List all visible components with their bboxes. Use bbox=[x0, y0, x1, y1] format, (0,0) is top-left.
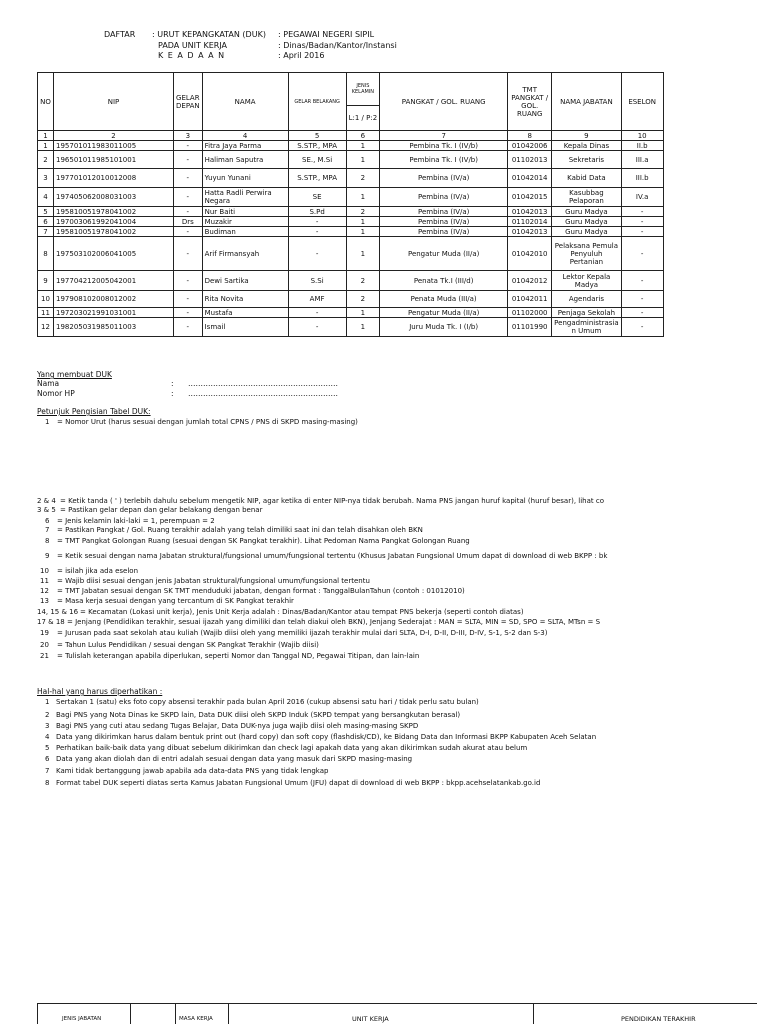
petunjuk-text: = TMT Jabatan sesuai dengan SK TMT menduduki jabatan, dengan format : TanggalBulanTahun (contoh : 01012010) bbox=[57, 587, 465, 595]
table-cell-eselon: II.b bbox=[621, 141, 663, 151]
petunjuk-number: 9 bbox=[45, 552, 50, 560]
table-cell-no: 2 bbox=[38, 151, 54, 169]
petunjuk-number: 1 bbox=[45, 418, 50, 426]
table-cell-tmt: 01102000 bbox=[508, 308, 552, 318]
table-cell-jk: 2 bbox=[346, 169, 380, 188]
table-cell-gelar-depan: - bbox=[174, 237, 203, 271]
table-cell-nip: 197701012010012008 bbox=[54, 169, 174, 188]
petunjuk-number: 13 bbox=[40, 597, 49, 605]
table-cell-tmt: 01101990 bbox=[508, 318, 552, 337]
petunjuk-number: 6 bbox=[45, 517, 50, 525]
table-cell-gelar-belakang: - bbox=[288, 227, 346, 237]
signer-hp-label: Nomor HP bbox=[37, 389, 75, 398]
bottom-divider bbox=[130, 1003, 131, 1024]
col-header-jk-code: L:1 / P:2 bbox=[346, 106, 380, 131]
bottom-divider bbox=[228, 1003, 229, 1024]
hal-title: Hal-hal yang harus diperhatikan : bbox=[37, 687, 163, 696]
petunjuk-text: = Jenis kelamin laki-laki = 1, perempuan = 2 bbox=[57, 517, 215, 525]
petunjuk-text: = Tulislah keterangan apabila diperlukan, seperti Nomor dan Tanggal ND, Pegawai Titipan, dan lain-lain bbox=[57, 652, 420, 660]
petunjuk-text: = isilah jika ada eselon bbox=[57, 567, 139, 575]
signer-nama-label: Nama bbox=[37, 379, 60, 388]
table-row bbox=[38, 141, 664, 151]
table-cell-nip: 195810051978041002 bbox=[54, 207, 174, 217]
col-header-tmt: TMT PANGKAT / GOL. RUANG bbox=[508, 73, 552, 131]
table-cell-nama: Mustafa bbox=[202, 308, 288, 318]
table-cell-tmt: 01102013 bbox=[508, 151, 552, 169]
bottom-col-pendidikan: PENDIDIKAN TERAKHIR bbox=[621, 1015, 696, 1023]
table-cell-jk: 1 bbox=[346, 188, 380, 207]
column-index-cell: 5 bbox=[288, 131, 346, 141]
table-cell-eselon: - bbox=[621, 318, 663, 337]
table-cell-nip: 196501011985101001 bbox=[54, 151, 174, 169]
table-cell-nama: Dewi Sartika bbox=[202, 271, 288, 291]
table-cell-nama: Fitra Jaya Parma bbox=[202, 141, 288, 151]
petunjuk-text: = Nomor Urut (harus sesuai dengan jumlah total CPNS / PNS di SKPD masing-masing) bbox=[57, 418, 358, 426]
table-cell-tmt: 01042015 bbox=[508, 188, 552, 207]
table-cell-nama: Muzakir bbox=[202, 217, 288, 227]
table-cell-nama: Rita Novita bbox=[202, 291, 288, 308]
table-cell-jk: 1 bbox=[346, 141, 380, 151]
col-header-nama: NAMA bbox=[202, 73, 288, 131]
table-row bbox=[38, 308, 664, 318]
table-cell-jabatan: Guru Madya bbox=[552, 207, 621, 217]
table-cell-gelar-depan: - bbox=[174, 271, 203, 291]
table-cell-nama: Nur Baiti bbox=[202, 207, 288, 217]
column-index-cell: 8 bbox=[508, 131, 552, 141]
column-index-cell: 1 bbox=[38, 131, 54, 141]
table-cell-pangkat: Pembina (IV/a) bbox=[380, 207, 508, 217]
hal-text: Format tabel DUK seperti diatas serta Kamus Jabatan Fungsional Umum (JFU) dapat di download di web BKPP : bkpp.acehselatankab.go.id bbox=[56, 779, 541, 787]
table-cell-eselon: III.a bbox=[621, 151, 663, 169]
bottom-col-unit-kerja: UNIT KERJA bbox=[352, 1015, 389, 1023]
petunjuk-number: 20 bbox=[40, 641, 49, 649]
col-header-no: NO bbox=[38, 73, 54, 131]
table-cell-eselon: - bbox=[621, 291, 663, 308]
table-cell-nip: 197405062008031003 bbox=[54, 188, 174, 207]
table-cell-gelar-belakang: - bbox=[288, 217, 346, 227]
hal-number: 4 bbox=[45, 733, 50, 741]
column-index-cell: 6 bbox=[346, 131, 380, 141]
table-cell-jk: 1 bbox=[346, 318, 380, 337]
table-cell-eselon: IV.a bbox=[621, 188, 663, 207]
table-cell-gelar-depan: - bbox=[174, 188, 203, 207]
table-cell-jk: 2 bbox=[346, 271, 380, 291]
petunjuk-text: = Kecamatan (Lokasi unit kerja), Jenis Unit Kerja adalah : Dinas/Badan/Kantor atau tempat PNS bekerja (seperti contoh diatas) bbox=[80, 608, 524, 616]
hal-text: Kami tidak bertanggung jawab apabila ada data-data PNS yang tidak lengkap bbox=[56, 767, 329, 775]
header-line3-right: : April 2016 bbox=[278, 51, 325, 60]
table-row bbox=[38, 169, 664, 188]
table-cell-gelar-depan: - bbox=[174, 151, 203, 169]
column-index-row bbox=[38, 131, 664, 141]
petunjuk-number: 2 & 4 bbox=[37, 497, 56, 505]
table-row bbox=[38, 318, 664, 337]
hal-number: 6 bbox=[45, 755, 50, 763]
table-cell-pangkat: Pembina (IV/a) bbox=[380, 188, 508, 207]
petunjuk-number: 12 bbox=[40, 587, 49, 595]
table-cell-gelar-belakang: AMF bbox=[288, 291, 346, 308]
table-cell-jabatan: Kepala Dinas bbox=[552, 141, 621, 151]
table-cell-pangkat: Penata Tk.I (III/d) bbox=[380, 271, 508, 291]
petunjuk-number: 21 bbox=[40, 652, 49, 660]
table-row bbox=[38, 207, 664, 217]
table-row bbox=[38, 227, 664, 237]
table-row bbox=[38, 151, 664, 169]
table-cell-jk: 1 bbox=[346, 237, 380, 271]
table-cell-pangkat: Pembina (IV/a) bbox=[380, 217, 508, 227]
table-cell-gelar-belakang: - bbox=[288, 308, 346, 318]
table-cell-gelar-belakang: S.Pd bbox=[288, 207, 346, 217]
table-cell-gelar-belakang: SE., M.Si bbox=[288, 151, 346, 169]
table-cell-eselon: - bbox=[621, 207, 663, 217]
table-cell-gelar-depan: Drs bbox=[174, 217, 203, 227]
column-index-cell: 2 bbox=[54, 131, 174, 141]
col-header-jabatan: NAMA JABATAN bbox=[552, 73, 621, 131]
table-cell-jabatan: Penjaga Sekolah bbox=[552, 308, 621, 318]
table-cell-eselon: - bbox=[621, 308, 663, 318]
table-cell-no: 6 bbox=[38, 217, 54, 227]
petunjuk-number: 17 & 18 bbox=[37, 618, 65, 626]
petunjuk-text: = Masa kerja sesuai dengan yang tercantum di SK Pangkat terakhir bbox=[57, 597, 294, 605]
signer-nama-colon: : bbox=[171, 379, 174, 388]
hal-number: 8 bbox=[45, 779, 50, 787]
petunjuk-text: = Wajib diisi sesuai dengan jenis Jabatan struktural/fungsional umum/fungsional tertentu bbox=[57, 577, 370, 585]
hal-number: 7 bbox=[45, 767, 50, 775]
col-header-nip: NIP bbox=[54, 73, 174, 131]
table-cell-tmt: 01042011 bbox=[508, 291, 552, 308]
column-index-cell: 10 bbox=[621, 131, 663, 141]
table-cell-nip: 197203021991031001 bbox=[54, 308, 174, 318]
header-line3-mid: K E A D A A N bbox=[158, 51, 226, 60]
petunjuk-number: 7 bbox=[45, 526, 50, 534]
petunjuk-text: = TMT Pangkat Golongan Ruang (sesuai dengan SK Pangkat terakhir). Lihat Pedoman Nama Pangkat Golongan Ruang bbox=[57, 537, 470, 545]
table-cell-jk: 1 bbox=[346, 151, 380, 169]
hal-text: Data yang akan diolah dan di entri adalah sesuai dengan data yang masuk dari SKPD masing-masing bbox=[56, 755, 413, 763]
hal-number: 1 bbox=[45, 698, 50, 706]
col-header-jenis-kelamin: JENIS KELAMIN bbox=[346, 73, 380, 106]
table-cell-gelar-depan: - bbox=[174, 207, 203, 217]
table-cell-jabatan: Sekretaris bbox=[552, 151, 621, 169]
table-cell-pangkat: Pembina (IV/a) bbox=[380, 227, 508, 237]
signer-title: Yang membuat DUK bbox=[37, 370, 112, 379]
table-cell-no: 10 bbox=[38, 291, 54, 308]
table-cell-no: 11 bbox=[38, 308, 54, 318]
table-cell-gelar-belakang: - bbox=[288, 318, 346, 337]
table-cell-nip: 197908102008012002 bbox=[54, 291, 174, 308]
table-cell-gelar-depan: - bbox=[174, 318, 203, 337]
header-line2-mid: PADA UNIT KERJA bbox=[158, 41, 227, 50]
table-cell-jk: 1 bbox=[346, 217, 380, 227]
column-index-cell: 3 bbox=[174, 131, 203, 141]
table-cell-gelar-depan: - bbox=[174, 291, 203, 308]
bottom-divider bbox=[175, 1003, 176, 1024]
table-cell-eselon: - bbox=[621, 237, 663, 271]
hal-number: 2 bbox=[45, 711, 50, 719]
table-cell-jabatan: Pengadministrasia n Umum bbox=[552, 318, 621, 337]
bottom-table-header bbox=[37, 1003, 757, 1025]
table-cell-no: 9 bbox=[38, 271, 54, 291]
header-line2-right: : Dinas/Badan/Kantor/Instansi bbox=[278, 41, 397, 50]
hal-text: Data yang dikirimkan harus dalam bentuk print out (hard copy) dan soft copy (flashdisk/CD), ke Bidang Data dan Informasi BKPP Kabupaten Aceh Selatan bbox=[56, 733, 597, 741]
table-cell-gelar-belakang: SE bbox=[288, 188, 346, 207]
header-line1-right: : PEGAWAI NEGERI SIPIL bbox=[278, 30, 375, 39]
bottom-divider bbox=[533, 1003, 534, 1024]
hal-text: Bagi PNS yang cuti atau sedang Tugas Belajar, Data DUK-nya juga wajib diisi oleh masing-masing SKPD bbox=[56, 722, 419, 730]
table-cell-jk: 2 bbox=[346, 207, 380, 217]
table-cell-pangkat: Pengatur Muda (II/a) bbox=[380, 237, 508, 271]
petunjuk-number: 3 & 5 bbox=[37, 506, 56, 514]
petunjuk-text: = Ketik sesuai dengan nama Jabatan struktural/fungsional umum/fungsional tertentu (Khusus Jabatan Fungsional Umum dapat di download di web BKPP : bk bbox=[57, 552, 608, 560]
table-cell-gelar-belakang: S.STP., MPA bbox=[288, 169, 346, 188]
petunjuk-text: = Jenjang (Pendidikan terakhir, sesuai ijazah yang dimiliki dan telah diakui oleh BKN), Jenjang Sederajat : MAN = SLTA, MIN = SD, SPO = SLTA, MTsn = S bbox=[67, 618, 601, 626]
table-cell-tmt: 01042012 bbox=[508, 271, 552, 291]
bottom-col-masa-kerja: MASA KERJA bbox=[179, 1016, 213, 1022]
table-cell-nama: Haliman Saputra bbox=[202, 151, 288, 169]
table-cell-no: 4 bbox=[38, 188, 54, 207]
table-cell-jabatan: Lektor Kepala Madya bbox=[552, 271, 621, 291]
table-cell-tmt: 01042013 bbox=[508, 207, 552, 217]
table-cell-no: 8 bbox=[38, 237, 54, 271]
table-cell-eselon: - bbox=[621, 271, 663, 291]
table-cell-pangkat: Juru Muda Tk. I (I/b) bbox=[380, 318, 508, 337]
table-cell-nip: 197503102006041005 bbox=[54, 237, 174, 271]
table-cell-jabatan: Pelaksana Pemula Penyuluh Pertanian bbox=[552, 237, 621, 271]
table-cell-gelar-depan: - bbox=[174, 141, 203, 151]
table-cell-eselon: - bbox=[621, 217, 663, 227]
table-cell-no: 7 bbox=[38, 227, 54, 237]
table-cell-jabatan: Kasubbag Pelaporan bbox=[552, 188, 621, 207]
table-cell-gelar-belakang: S.STP., MPA bbox=[288, 141, 346, 151]
table-cell-no: 5 bbox=[38, 207, 54, 217]
hal-number: 3 bbox=[45, 722, 50, 730]
petunjuk-text: = Pastikan gelar depan dan gelar belakang dengan benar bbox=[60, 506, 263, 514]
petunjuk-text: = Pastikan Pangkat / Gol. Ruang terakhir adalah yang telah dimiliki saat ini dan telah disahkan oleh BKN bbox=[57, 526, 423, 534]
signer-hp-dots: …………………………………………………… bbox=[188, 389, 338, 398]
table-cell-gelar-depan: - bbox=[174, 308, 203, 318]
header-line1-mid: : URUT KEPANGKATAN (DUK) bbox=[152, 30, 266, 39]
table-cell-gelar-belakang: S.Si bbox=[288, 271, 346, 291]
col-header-eselon: ESELON bbox=[621, 73, 663, 131]
table-row bbox=[38, 271, 664, 291]
col-header-pangkat: PANGKAT / GOL. RUANG bbox=[380, 73, 508, 131]
table-cell-gelar-depan: - bbox=[174, 227, 203, 237]
column-index-cell: 7 bbox=[380, 131, 508, 141]
table-cell-pangkat: Pengatur Muda (II/a) bbox=[380, 308, 508, 318]
table-cell-pangkat: Penata Muda (III/a) bbox=[380, 291, 508, 308]
table-cell-gelar-depan: - bbox=[174, 169, 203, 188]
petunjuk-number: 8 bbox=[45, 537, 50, 545]
hal-text: Sertakan 1 (satu) eks foto copy absensi terakhir pada bulan April 2016 (cukup absensi satu hari / tidak perlu satu bulan) bbox=[56, 698, 479, 706]
table-cell-jabatan: Guru Madya bbox=[552, 217, 621, 227]
table-cell-tmt: 01042014 bbox=[508, 169, 552, 188]
table-cell-jk: 1 bbox=[346, 308, 380, 318]
column-index-cell: 9 bbox=[552, 131, 621, 141]
table-cell-nama: Ismail bbox=[202, 318, 288, 337]
table-row bbox=[38, 237, 664, 271]
petunjuk-title: Petunjuk Pengisian Tabel DUK: bbox=[37, 407, 151, 416]
table-cell-nama: Yuyun Yunani bbox=[202, 169, 288, 188]
header-daftar: DAFTAR bbox=[104, 30, 136, 39]
table-cell-nama: Hatta Radli Perwira Negara bbox=[202, 188, 288, 207]
table-cell-jabatan: Kabid Data bbox=[552, 169, 621, 188]
table-cell-nama: Arif Firmansyah bbox=[202, 237, 288, 271]
duk-table bbox=[37, 72, 664, 337]
hal-text: Perhatikan baik-baik data yang dibuat sebelum dikirimkan dan check lagi apakah data yang akan dikirimkan sudah akurat atau belum bbox=[56, 744, 528, 752]
table-header-row bbox=[38, 73, 664, 106]
table-cell-tmt: 01042006 bbox=[508, 141, 552, 151]
table-cell-tmt: 01042010 bbox=[508, 237, 552, 271]
table-cell-no: 1 bbox=[38, 141, 54, 151]
col-header-gelar-depan: GELAR DEPAN bbox=[174, 73, 203, 131]
petunjuk-number: 14, 15 & 16 bbox=[37, 608, 79, 616]
table-cell-nip: 197003061992041004 bbox=[54, 217, 174, 227]
table-cell-eselon: - bbox=[621, 227, 663, 237]
table-cell-eselon: III.b bbox=[621, 169, 663, 188]
table-cell-nip: 195701011983011005 bbox=[54, 141, 174, 151]
table-cell-tmt: 01102014 bbox=[508, 217, 552, 227]
hal-text: Bagi PNS yang Nota Dinas ke SKPD lain, Data DUK diisi oleh SKPD Induk (SKPD tempat yang bersangkutan berasal) bbox=[56, 711, 461, 719]
signer-nama-dots: …………………………………………………… bbox=[188, 379, 338, 388]
table-cell-tmt: 01042013 bbox=[508, 227, 552, 237]
table-row bbox=[38, 291, 664, 308]
table-cell-jk: 2 bbox=[346, 291, 380, 308]
table-cell-gelar-belakang: - bbox=[288, 237, 346, 271]
table-cell-pangkat: Pembina Tk. I (IV/b) bbox=[380, 141, 508, 151]
table-cell-nip: 198205031985011003 bbox=[54, 318, 174, 337]
table-cell-nama: Budiman bbox=[202, 227, 288, 237]
table-cell-nip: 197704212005042001 bbox=[54, 271, 174, 291]
petunjuk-number: 10 bbox=[40, 567, 49, 575]
table-row bbox=[38, 217, 664, 227]
table-row bbox=[38, 188, 664, 207]
bottom-divider bbox=[37, 1003, 38, 1024]
bottom-col-jenis-jabatan: JENIS JABATAN bbox=[62, 1016, 102, 1022]
petunjuk-number: 11 bbox=[40, 577, 49, 585]
hal-number: 5 bbox=[45, 744, 50, 752]
petunjuk-text: = Ketik tanda ( ' ) terlebih dahulu sebelum mengetik NIP, agar ketika di enter NIP-nya tidak berubah. Nama PNS jangan huruf kapital (huruf besar), lihat co bbox=[60, 497, 604, 505]
column-index-cell: 4 bbox=[202, 131, 288, 141]
table-cell-jk: 1 bbox=[346, 227, 380, 237]
table-cell-jabatan: Agendaris bbox=[552, 291, 621, 308]
table-cell-jabatan: Guru Madya bbox=[552, 227, 621, 237]
table-cell-pangkat: Pembina Tk. I (IV/b) bbox=[380, 151, 508, 169]
table-cell-no: 12 bbox=[38, 318, 54, 337]
petunjuk-text: = Jurusan pada saat sekolah atau kuliah (Wajib diisi oleh yang memiliki ijazah terakhir mulai dari SLTA, D-I, D-II, D-III, D-IV, S-1, S-2 dan S-3) bbox=[57, 629, 548, 637]
table-cell-pangkat: Pembina (IV/a) bbox=[380, 169, 508, 188]
table-cell-nip: 195810051978041002 bbox=[54, 227, 174, 237]
petunjuk-text: = Tahun Lulus Pendidikan / sesuai dengan SK Pangkat Terakhir (Wajib diisi) bbox=[57, 641, 319, 649]
table-cell-no: 3 bbox=[38, 169, 54, 188]
signer-hp-colon: : bbox=[171, 389, 174, 398]
petunjuk-number: 19 bbox=[40, 629, 49, 637]
col-header-gelar-belakang: GELAR BELAKANG bbox=[288, 73, 346, 131]
